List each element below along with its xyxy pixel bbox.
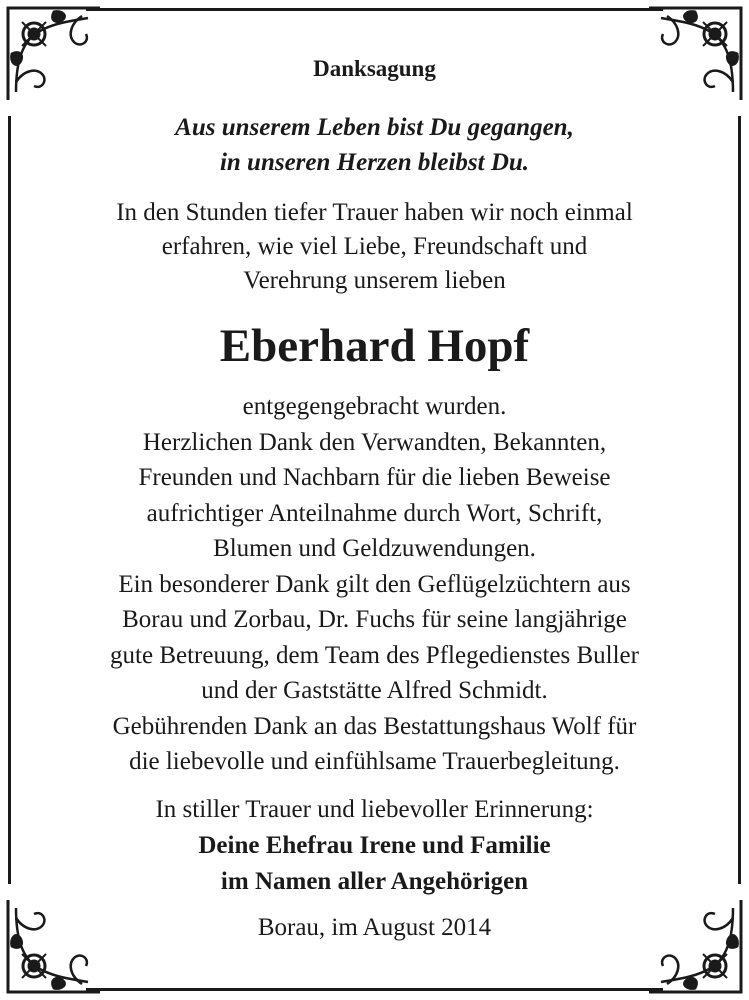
border-top [86, 8, 663, 11]
motto-line: Aus unserem Leben bist Du gegangen, [175, 114, 574, 141]
body-line: und der Gaststätte Alfred Schmidt. [201, 677, 548, 704]
border-left [8, 116, 11, 884]
body-line: die liebevolle und einfühlsame Trauerbegleitung. [129, 748, 620, 775]
border-right [738, 116, 741, 884]
floral-corner-icon [647, 2, 747, 102]
intro-line: Verehrung unserem lieben [243, 267, 506, 294]
body-line: Freunden und Nachbarn für die lieben Beweise [138, 464, 611, 491]
body-line: Ein besonderer Dank gilt den Geflügelzüchtern aus [118, 570, 631, 598]
body-line: Herzlichen Dank den Verwandten, Bekannten, [142, 428, 607, 456]
body-line: gute Betreuung, dem Team des Pflegedienstes Buller [110, 641, 639, 669]
intro-paragraph [40, 196, 709, 298]
body-line: Gebührenden Dank an das Bestattungshaus Wolf für [112, 712, 637, 740]
signatory-line: Deine Ehefrau Irene und Familie [198, 832, 551, 859]
border-bottom [86, 988, 663, 991]
floral-corner-icon [2, 2, 102, 102]
body-line: Borau und Zorbau, Dr. Fuchs für seine langjährige [122, 606, 627, 633]
intro-line: erfahren, wie viel Liebe, Freundschaft und [161, 233, 588, 260]
closing-intro: In stiller Trauer und liebevoller Erinnerung: [155, 796, 594, 823]
body-line: aufrichtiger Anteilnahme durch Wort, Schrift, [146, 499, 603, 527]
closing-block [40, 792, 709, 900]
motto [40, 110, 709, 180]
signatory-line: im Namen aller Angehörigen [220, 868, 529, 895]
floral-corner-icon [647, 898, 747, 998]
deceased-name: Eberhard Hopf [219, 320, 530, 372]
motto-line: in unseren Herzen bleibst Du. [219, 149, 530, 176]
intro-line: In den Stunden tiefer Trauer haben wir noch einmal [116, 199, 633, 226]
place-date: Borau, im August 2014 [257, 914, 492, 941]
body-line: entgegengebracht wurden. [242, 393, 507, 420]
notice-heading: Danksagung [313, 56, 436, 81]
body-line: Blumen und Geldzuwendungen. [213, 535, 536, 562]
floral-corner-icon [2, 898, 102, 998]
thanks-paragraph [40, 389, 709, 780]
